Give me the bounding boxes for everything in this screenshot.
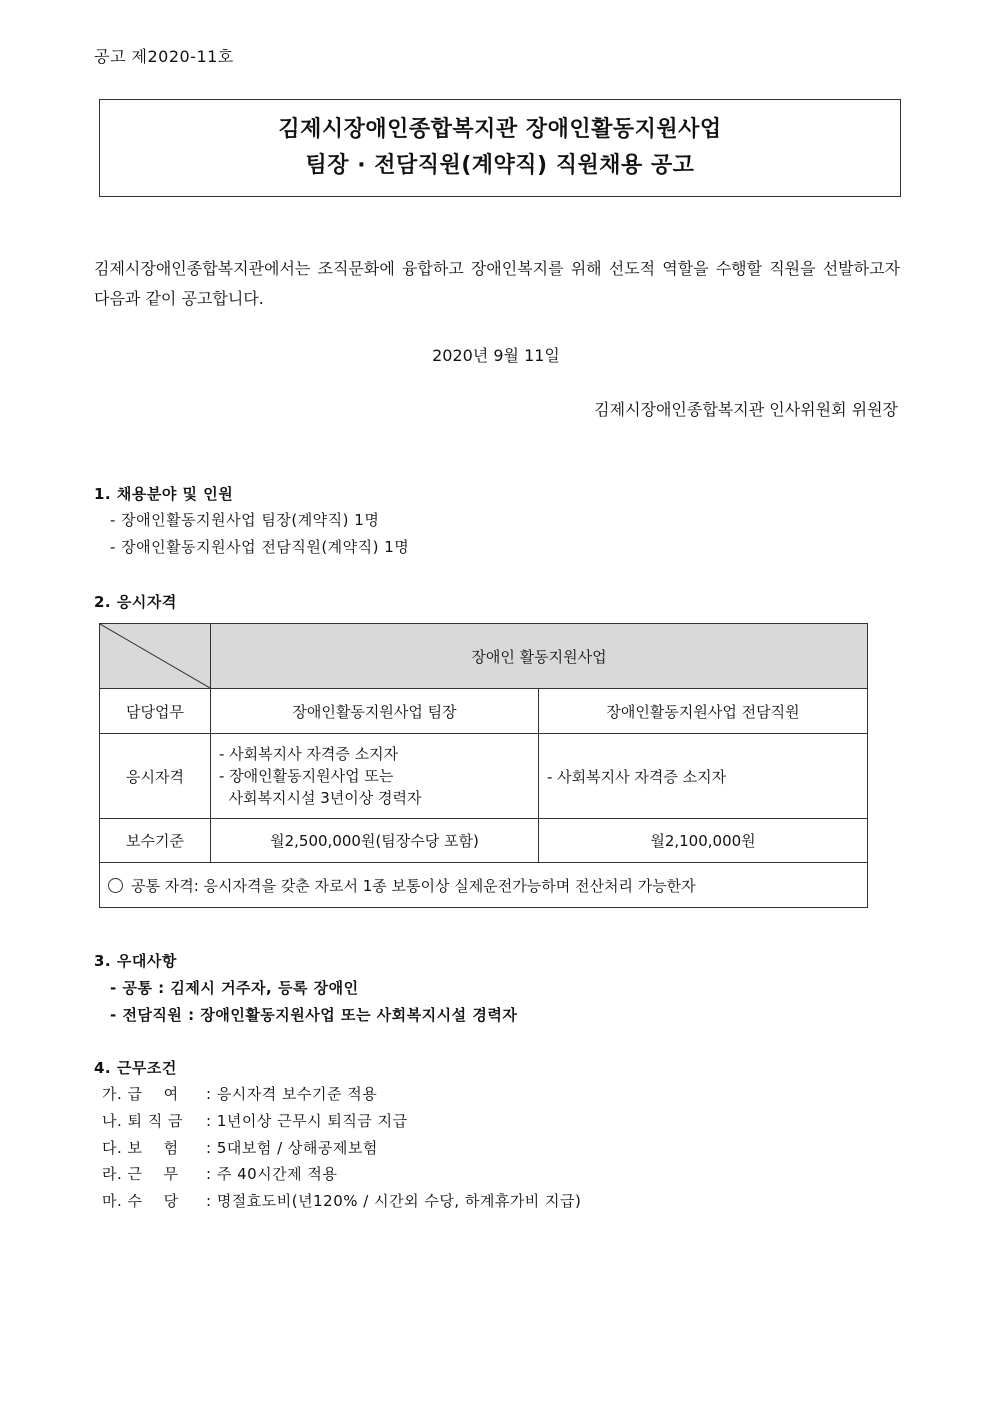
section3-item: - 전담직원 : 장애인활동지원사업 또는 사회복지시설 경력자 bbox=[110, 1006, 518, 1024]
duty-staff: 장애인활동지원사업 전담직원 bbox=[539, 689, 868, 734]
section2-heading: 2. 응시자격 bbox=[94, 593, 177, 611]
table-header-row bbox=[100, 624, 868, 689]
signer: 김제시장애인종합복지관 인사위원회 위원장 bbox=[594, 400, 898, 419]
qualification-table bbox=[99, 623, 868, 908]
section4-heading: 4. 근무조건 bbox=[94, 1059, 177, 1077]
table-row bbox=[100, 734, 868, 819]
announcement-date: 2020년 9월 11일 bbox=[432, 346, 560, 365]
section1-heading: 1. 채용분야 및 인원 bbox=[94, 485, 234, 503]
work-condition-label: 가. 급 여 bbox=[102, 1085, 179, 1103]
diagonal-corner-cell bbox=[100, 624, 211, 689]
common-qualification: 공통 자격: 응시자격을 갖춘 자로서 1종 보통이상 실제운전가능하며 전산처리 가능한자 bbox=[131, 876, 696, 895]
work-condition-label: 다. 보 험 bbox=[102, 1139, 179, 1157]
work-condition-label: 마. 수 당 bbox=[102, 1192, 179, 1210]
diagonal-line bbox=[100, 624, 210, 688]
work-condition-value: : 5대보험 / 상해공제보험 bbox=[206, 1139, 378, 1157]
work-condition-value: : 주 40시간제 적용 bbox=[206, 1165, 338, 1183]
section1-item: - 장애인활동지원사업 전담직원(계약직) 1명 bbox=[110, 538, 410, 556]
qualification-line: - 사회복지사 자격증 소지자 bbox=[219, 745, 399, 763]
table-row bbox=[100, 863, 868, 908]
work-condition-value: : 응시자격 보수기준 적용 bbox=[206, 1085, 378, 1103]
work-condition-value: : 명절효도비(년120% / 시간외 수당, 하계휴가비 지급) bbox=[206, 1192, 582, 1210]
work-condition-row bbox=[102, 1163, 337, 1184]
qualification-team-leader bbox=[211, 734, 539, 819]
table-row bbox=[100, 819, 868, 863]
notice-number: 공고 제2020-11호 bbox=[94, 47, 234, 66]
table-header: 장애인 활동지원사업 bbox=[211, 624, 868, 689]
qualification-staff: - 사회복지사 자격증 소지자 bbox=[539, 734, 868, 819]
row-label-qualification: 응시자격 bbox=[100, 734, 211, 819]
title-line-2: 팀장 · 전담직원(계약직) 직원채용 공고 bbox=[305, 153, 695, 178]
qualification-line: - 장애인활동지원사업 또는 bbox=[219, 767, 394, 785]
work-condition-label: 라. 근 무 bbox=[102, 1165, 179, 1183]
row-label-salary: 보수기준 bbox=[100, 819, 211, 863]
work-condition-row bbox=[102, 1083, 377, 1104]
common-qualification-cell bbox=[100, 863, 868, 908]
title-line-1: 김제시장애인종합복지관 장애인활동지원사업 bbox=[278, 117, 722, 142]
section3-item: - 공통 : 김제시 거주자, 등록 장애인 bbox=[110, 979, 359, 997]
salary-team-leader: 월2,500,000원(팀장수당 포함) bbox=[211, 819, 539, 863]
salary-staff: 월2,100,000원 bbox=[539, 819, 868, 863]
table-row bbox=[100, 689, 868, 734]
section3-heading: 3. 우대사항 bbox=[94, 952, 177, 970]
duty-team-leader: 장애인활동지원사업 팀장 bbox=[211, 689, 539, 734]
work-condition-row bbox=[102, 1137, 378, 1158]
circle-bullet-icon bbox=[108, 878, 123, 893]
title-box bbox=[99, 99, 901, 197]
row-label-duty: 담당업무 bbox=[100, 689, 211, 734]
qualification-line: 사회복지시설 3년이상 경력자 bbox=[219, 789, 422, 807]
section1-item: - 장애인활동지원사업 팀장(계약직) 1명 bbox=[110, 511, 380, 529]
work-condition-row bbox=[102, 1110, 408, 1131]
work-condition-label: 나. 퇴 직 금 bbox=[102, 1112, 184, 1130]
work-condition-value: : 1년이상 근무시 퇴직금 지급 bbox=[206, 1112, 408, 1130]
work-condition-row bbox=[102, 1190, 581, 1211]
intro-paragraph: 김제시장애인종합복지관에서는 조직문화에 융합하고 장애인복지를 위해 선도적 역할을 수행할 직원을 선발하고자 다음과 같이 공고합니다. bbox=[94, 259, 900, 308]
